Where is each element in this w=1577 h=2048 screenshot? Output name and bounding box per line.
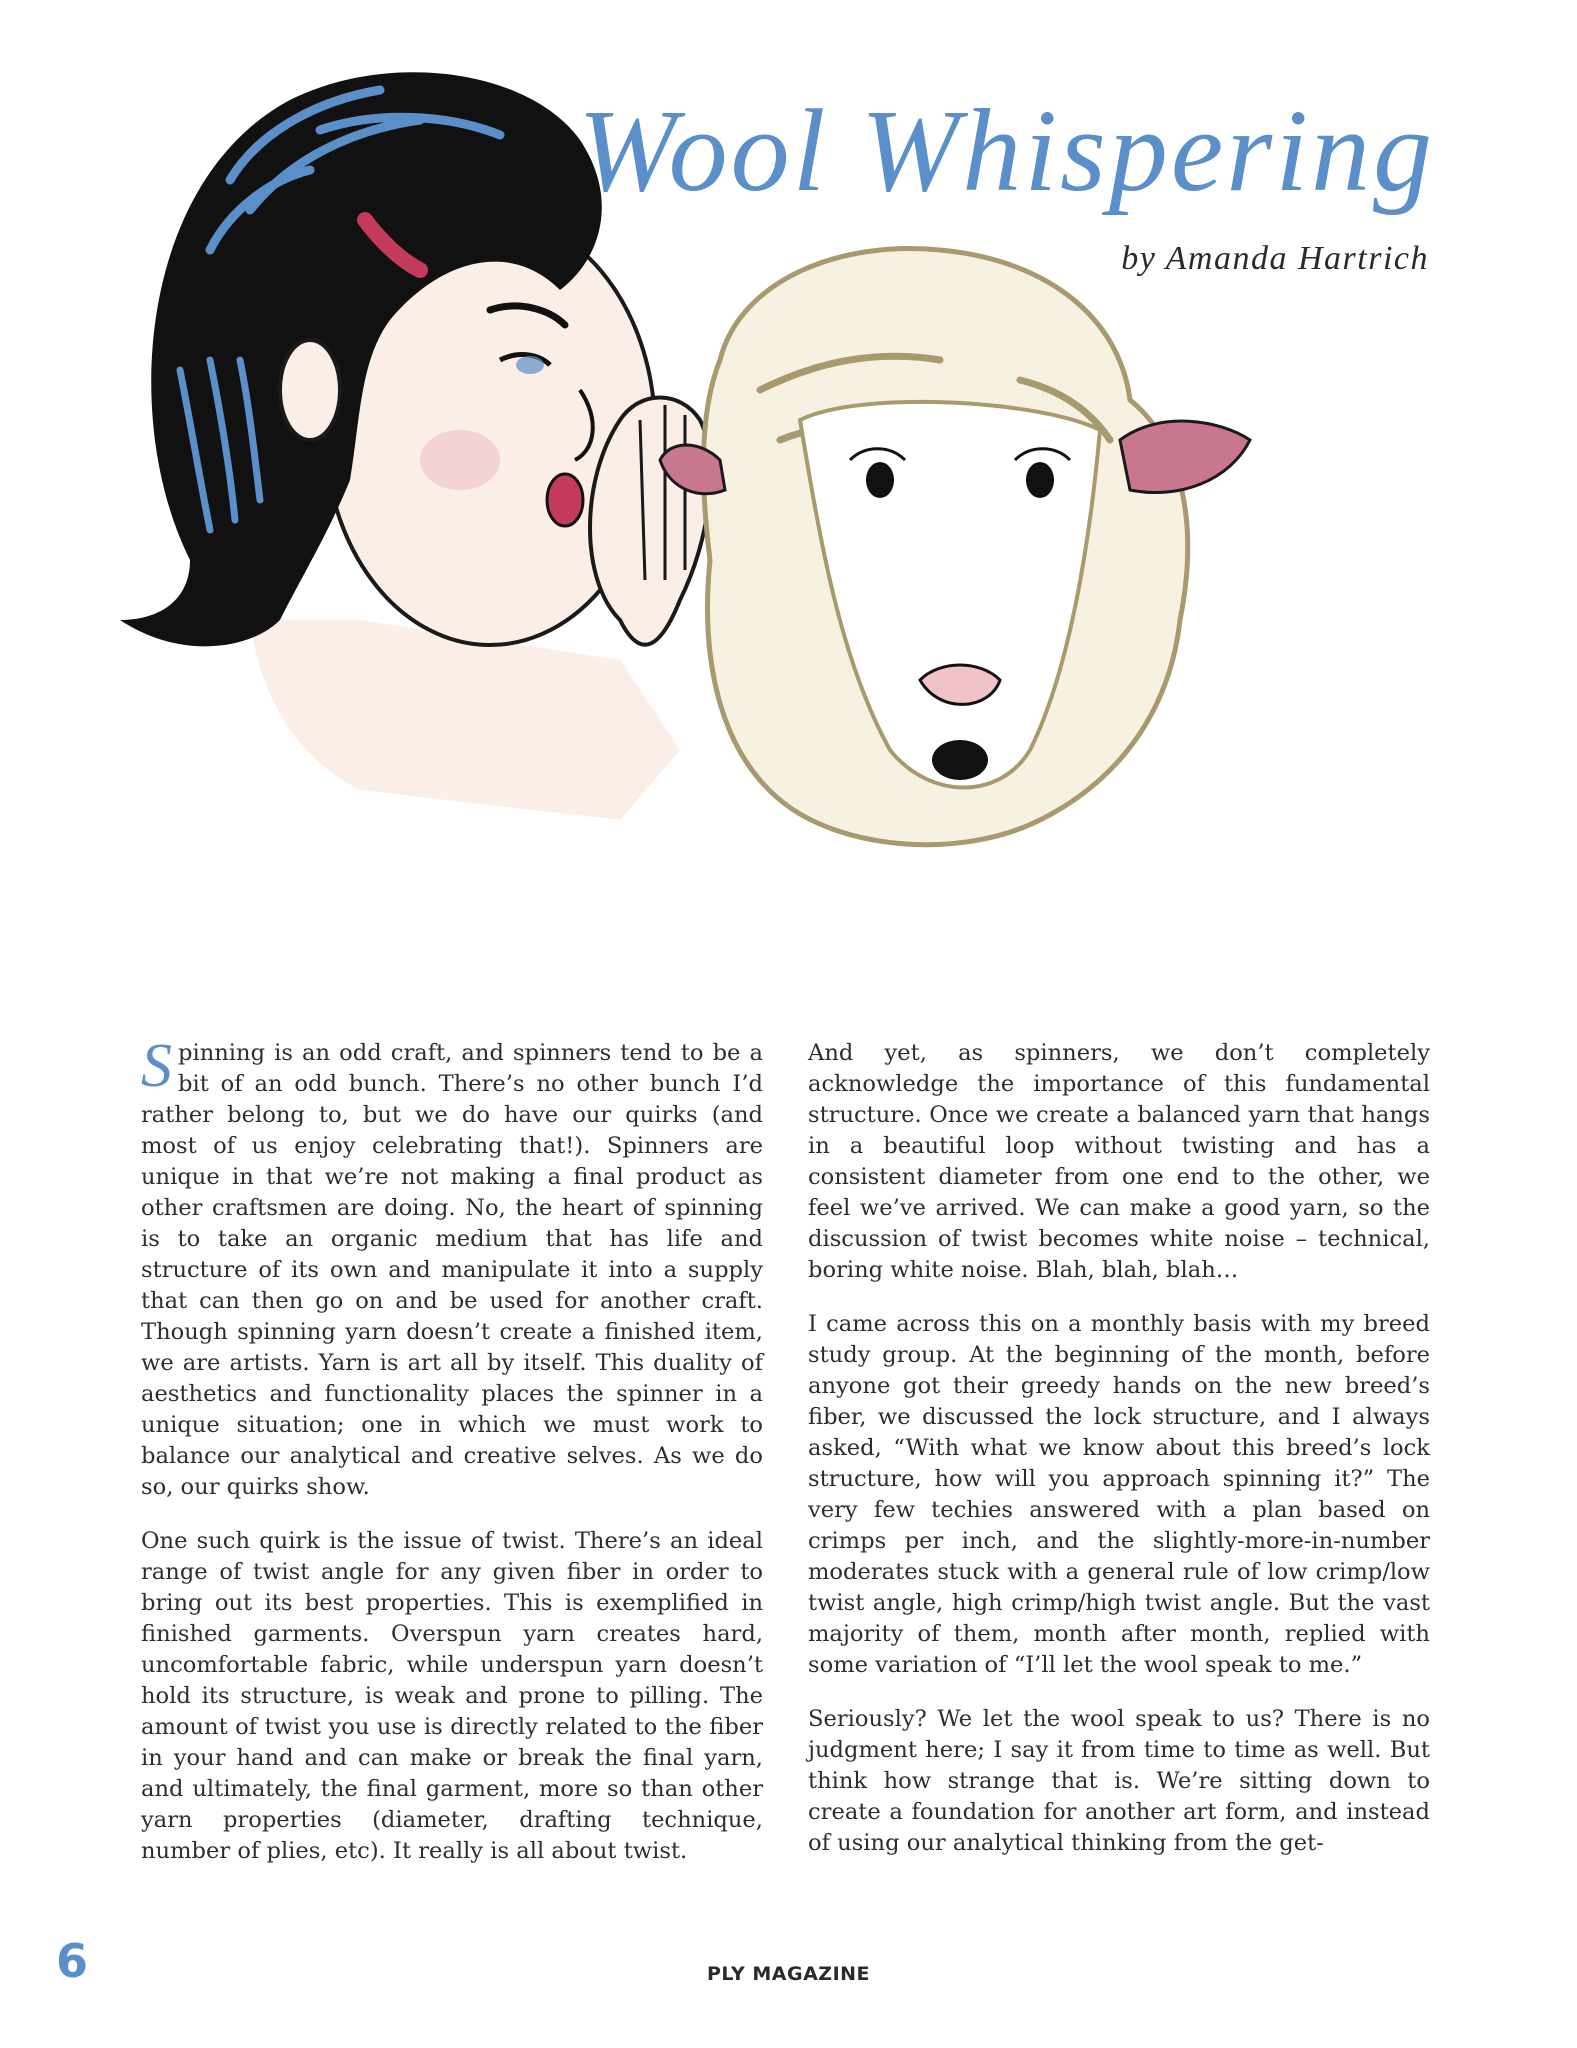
right-column [808, 1038, 1430, 1882]
article-title: Wool Whispering [578, 85, 1435, 216]
article-byline: by Amanda Hartrich [1121, 240, 1429, 277]
sheep-figure [660, 248, 1250, 844]
paragraph-text: pinning is an odd craft, and spinners tend to be a bit of an odd bunch. There’s no other bunch I’d rather belong to, but we do have our quirks (and most of us enjoy celebrating that!). Spinners are unique in that we’re not making a final product as other craftsmen are doing. No, the heart of spinning is to take an organic medium that has life and structure of its own and manipulate it into a supply that can then go on and be used for another craft. Though spinning yarn doesn’t create a finished item, we are artists. Yarn is art all by itself. This duality of aesthetics and functionality places the spinner in a unique situation; one in which we must work to balance our analytical and creative selves. As we do so, our quirks show. [141, 1040, 763, 1500]
magazine-footer: PLY MAGAZINE [706, 1963, 871, 1985]
paragraph: And yet, as spinners, we don’t completely acknowledge the importance of this fundamental structure. Once we create a balanced yarn that hangs in a beautiful loop without twisting and has a consistent diameter from one end to the other, we feel we’ve arrived. We can make a good yarn, so the discussion of twist becomes white noise – technical, boring white noise. Blah, blah, blah… [808, 1040, 1430, 1283]
paragraph: Seriously? We let the wool speak to us? There is no judgment here; I say it from time to time as well. But think how strange that is. We’re sitting down to create a foundation for another art form, and instead of using our analytical thinking from the get- [808, 1706, 1430, 1856]
drop-cap: S [141, 1032, 172, 1100]
paragraph: One such quirk is the issue of twist. There’s an ideal range of twist angle for any given fiber in order to bring out its best properties. This is exemplified in finished garments. Overspun yarn creates hard, uncomfortable fabric, while underspun yarn doesn’t hold its structure, is weak and prone to pilling. The amount of twist you use is directly related to the fiber in your hand and can make or break the final yarn, and ultimately, the final garment, more so than other yarn properties (diameter, drafting technique, number of plies, etc). It really is all about twist. [141, 1528, 763, 1864]
left-column [141, 1032, 763, 1890]
paragraph: I came across this on a monthly basis with my breed study group. At the beginning of the month, before anyone got their greedy hands on the new breed’s fiber, we discussed the lock structure, and I always asked, “With what we know about this breed’s lock structure, how will you approach spinning it?” The very few techies answered with a plan based on crimps per inch, and the slightly-more-in-number moderates stuck with a general rule of low crimp/low twist angle, high crimp/high twist angle. But the vast majority of them, month after month, replied with some variation of “I’ll let the wool speak to me.” [808, 1311, 1430, 1678]
paragraph [141, 1032, 763, 1503]
page-number: 6 [56, 1934, 89, 1988]
